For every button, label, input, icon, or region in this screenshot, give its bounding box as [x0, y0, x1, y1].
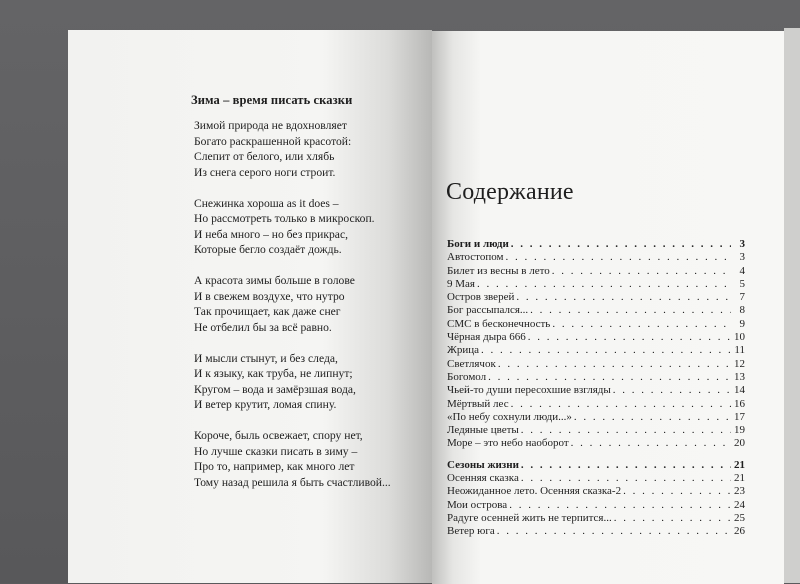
toc-page-number: 12: [734, 357, 745, 370]
toc-entry-title: Море – это небо наоборот: [447, 437, 569, 450]
poem-line: И мысли стынут, и без следа,: [194, 351, 338, 365]
toc-leader-dots: [613, 384, 731, 397]
toc-page-number: 10: [734, 331, 745, 344]
toc-page-number: 3: [739, 251, 745, 264]
poem-line: А красота зимы больше в голове: [194, 274, 355, 287]
poem-line: Слепит от белого, или хлябь: [194, 150, 335, 163]
toc-entry: [447, 265, 745, 278]
toc-entry: [447, 485, 745, 498]
poem-stanza: [194, 351, 432, 413]
toc-entry: [447, 384, 745, 397]
poem-line: Снежинка хороша as it does –: [194, 196, 339, 210]
poem-line: Но рассмотреть только в микроскоп.: [194, 212, 375, 225]
poem-line: Так прочищает, как даже снег: [194, 305, 341, 318]
toc-page-number: 26: [734, 525, 745, 538]
toc-leader-dots: [477, 278, 731, 291]
toc-leader-dots: [552, 265, 731, 278]
poem-stanza: [194, 273, 432, 335]
toc-entry-title: СМС в бесконечность: [447, 317, 551, 330]
toc-entry-title: Осенняя сказка: [447, 472, 519, 485]
toc-page-number: 16: [734, 397, 745, 410]
toc-entry: [447, 472, 745, 485]
toc-entry: [447, 358, 745, 371]
poem-line: Которые бегло создаёт дождь.: [194, 243, 342, 256]
poem-line: Кругом – вода и замёрзшая вода,: [194, 382, 356, 396]
toc-page-number: 13: [734, 370, 745, 383]
poem-line: И к языку, как труба, не липнут;: [194, 367, 353, 380]
toc-page-number: 25: [734, 511, 745, 524]
toc-entry: [447, 371, 745, 384]
toc-leader-dots: [516, 291, 731, 304]
toc-page-number: 3: [739, 238, 745, 250]
toc-entry-title: Мои острова: [447, 498, 508, 511]
toc-entry-title: Автостопом: [447, 251, 504, 264]
toc-entry: [447, 424, 745, 437]
poem-line: Про то, например, как много лет: [194, 460, 355, 473]
poem-line: Тому назад решила я быть счастливой...: [194, 475, 391, 489]
toc-entry: [447, 512, 745, 525]
toc-entry-title: Остров зверей: [447, 291, 515, 304]
left-page: [68, 30, 432, 583]
toc-leader-dots: [505, 251, 731, 264]
toc-leader-dots: [521, 459, 731, 472]
toc-title: Содержание: [446, 179, 574, 205]
toc-page-number: 7: [739, 291, 745, 304]
toc-entry-title: Ледяные цветы: [447, 424, 519, 437]
poem-line: Короче, быль освежает, спору нет,: [194, 429, 363, 442]
toc-page-number: 21: [734, 458, 745, 471]
toc-entry: [447, 499, 745, 512]
toc-entry: [447, 251, 745, 264]
poem-line: Богато раскрашенной красотой:: [194, 134, 352, 148]
toc-leader-dots: [530, 304, 731, 317]
right-page: [432, 31, 784, 584]
toc-leader-dots: [574, 411, 731, 424]
toc-entry: [447, 437, 745, 450]
toc-entry-title: Билет из весны в лето: [447, 264, 550, 277]
toc-page-number: 24: [734, 498, 745, 511]
toc-entry: [447, 318, 745, 331]
toc-leader-dots: [571, 437, 731, 450]
toc-leader-dots: [521, 424, 731, 437]
toc-section-heading: [447, 238, 745, 251]
toc-page-number: 23: [734, 485, 745, 498]
toc-leader-dots: [498, 358, 731, 371]
toc-entry: [447, 304, 745, 317]
toc-entry-title: 9 Мая: [447, 277, 475, 290]
toc-leader-dots: [552, 318, 731, 331]
toc-entry-title: «По небу сохнули люди...»: [447, 410, 572, 423]
toc-page-number: 5: [739, 277, 745, 290]
toc-entry-title: Неожиданное лето. Осенняя сказка-2: [447, 485, 622, 498]
toc-entry-title: Чьей-то души пересохшие взгляды: [447, 384, 611, 397]
toc-section-gap: [447, 451, 745, 459]
toc-entry-title: Бог рассыпался...: [447, 304, 529, 317]
toc-page-number: 4: [739, 264, 745, 277]
toc-entry-title: Светлячок: [447, 357, 496, 370]
scan-edge: [784, 28, 800, 583]
toc-leader-dots: [511, 238, 731, 251]
toc-leader-dots: [488, 371, 731, 384]
toc-page-number: 14: [734, 384, 745, 397]
toc-page-number: 11: [734, 344, 745, 357]
poem-line: Но лучше сказки писать в зиму –: [194, 444, 358, 458]
poem-stanza: [194, 196, 432, 258]
toc-entry-title: Радуге осенней жить не терпится...: [447, 511, 612, 524]
toc-leader-dots: [528, 331, 731, 344]
poem-stanza: [194, 118, 432, 180]
toc-entry-title: Ветер юга: [447, 525, 495, 538]
toc-entry-title: Боги и люди: [447, 238, 509, 250]
toc-page-number: 8: [739, 304, 745, 317]
toc-entry-title: Чёрная дыра 666: [447, 331, 526, 344]
toc-page-number: 19: [734, 424, 745, 437]
poem-line: Не отбелил бы за всё равно.: [194, 320, 332, 334]
toc-leader-dots: [521, 472, 731, 485]
toc-leader-dots: [614, 512, 731, 525]
toc-entry: [447, 278, 745, 291]
toc-entry: [447, 331, 745, 344]
toc-leader-dots: [497, 525, 731, 538]
toc-leader-dots: [511, 398, 731, 411]
toc-entry: [447, 398, 745, 411]
poem-line: И неба много – но без прикрас,: [194, 227, 348, 241]
toc-entry-title: Жрица: [447, 344, 480, 357]
toc-entry-title: Мёртвый лес: [447, 397, 509, 410]
poem-line: Из снега серого ноги строит.: [194, 165, 336, 179]
toc-page-number: 17: [734, 410, 745, 423]
toc-entry-title: Сезоны жизни: [447, 458, 519, 471]
toc-page-number: 20: [734, 437, 745, 450]
toc-section-heading: [447, 459, 745, 472]
toc-entry: [447, 525, 745, 538]
poem-line: И в свежем воздухе, что нутро: [194, 289, 345, 303]
poem-body: [194, 118, 432, 506]
toc-leader-dots: [509, 499, 731, 512]
toc-leader-dots: [623, 485, 731, 498]
poem-stanza: [194, 428, 432, 490]
toc-page-number: 9: [739, 317, 745, 330]
toc-page-number: 21: [734, 472, 745, 485]
toc-entry: [447, 411, 745, 424]
table-of-contents: [447, 238, 745, 539]
toc-leader-dots: [481, 344, 731, 357]
toc-entry-title: Богомол: [447, 370, 487, 383]
poem-title: Зима – время писать сказки: [191, 93, 353, 107]
toc-entry: [447, 291, 745, 304]
poem-line: Зимой природа не вдохновляет: [194, 119, 347, 132]
toc-entry: [447, 344, 745, 357]
poem-line: И ветер крутит, ломая спину.: [194, 398, 337, 411]
